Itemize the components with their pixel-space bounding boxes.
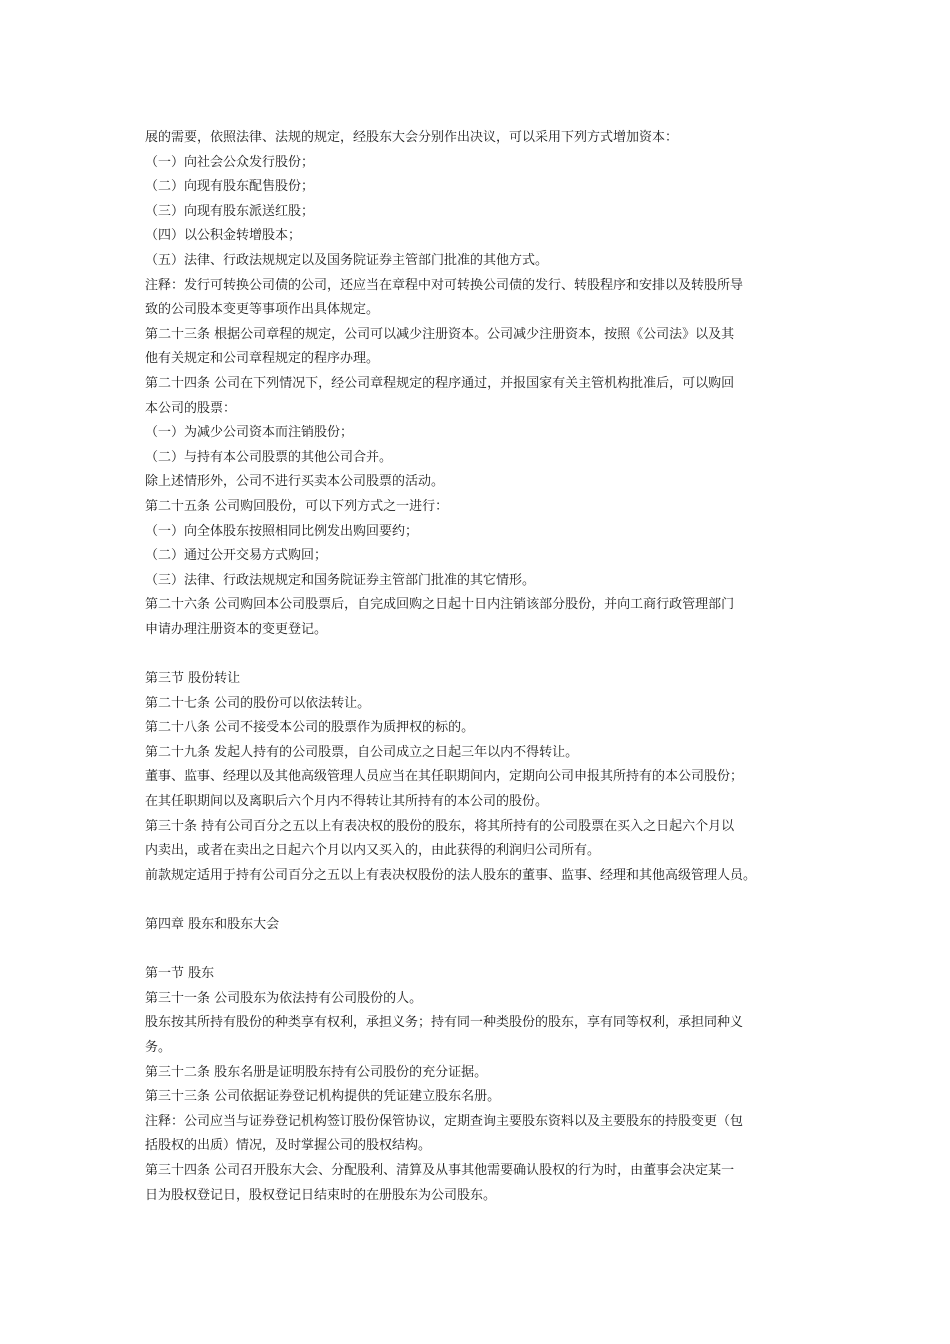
text-line: 第二十七条 公司的股份可以依法转让。 <box>145 695 371 711</box>
text-line: 注释：公司应当与证券登记机构签订股份保管协议，定期查询主要股东资料以及主要股东的持股变更（包 <box>145 1113 744 1129</box>
blank-line <box>145 888 825 913</box>
text-line: （一）向全体股东按照相同比例发出购回要约； <box>145 523 419 539</box>
text-line: 前款规定适用于持有公司百分之五以上有表决权股份的法人股东的董事、监事、经理和其他高级管理人员。 <box>145 867 757 883</box>
text-line: 在其任职期间以及离职后六个月内不得转让其所持有的本公司的股份。 <box>145 794 549 810</box>
text-line: 展的需要，依照法律、法规的规定，经股东大会分别作出决议，可以采用下列方式增加资本： <box>145 130 679 145</box>
text-line: （五）法律、行政法规规定以及国务院证券主管部门批准的其他方式。 <box>145 252 549 268</box>
text-line: 日为股权登记日，股权登记日结束时的在册股东为公司股东。 <box>145 1187 497 1203</box>
text-line: 第三十一条 公司股东为依法持有公司股份的人。 <box>145 990 423 1006</box>
text-line: 第二十八条 公司不接受本公司的股票作为质押权的标的。 <box>145 720 475 736</box>
section-heading: 第三节 股份转让 <box>145 671 241 687</box>
text-line: 第三十四条 公司召开股东大会、分配股利、清算及从事其他需要确认股权的行为时，由董事会决定某一 <box>145 1162 735 1178</box>
text-line: （四）以公积金转增股本； <box>145 228 302 244</box>
text-line: 第二十四条 公司在下列情况下，经公司章程规定的程序通过，并报国家有关主管机构批准后，可以购回 <box>145 375 735 391</box>
text-line: 第二十三条 根据公司章程的规定，公司可以减少注册资本。公司减少注册资本，按照《公司法》以及其 <box>145 326 735 342</box>
text-line: 注释：发行可转换公司债的公司，还应当在章程中对可转换公司债的发行、转股程序和安排以及转股所导 <box>145 277 744 293</box>
text-line: 股东按其所持有股份的种类享有权利，承担义务；持有同一种类股份的股东，享有同等权利，承担同种义 <box>145 1015 744 1031</box>
text-line: 第三十二条 股东名册是证明股东持有公司股份的充分证据。 <box>145 1064 488 1080</box>
text-line: 第三十条 持有公司百分之五以上有表决权的股份的股东，将其所持有的公司股票在买入之日起六个月以 <box>145 818 735 834</box>
text-line: 董事、监事、经理以及其他高级管理人员应当在其任职期间内，定期向公司申报其所持有的本公司股份； <box>145 769 744 785</box>
text-line: 括股权的出质）情况，及时掌握公司的股权结构。 <box>145 1138 432 1154</box>
document-body <box>145 126 825 1208</box>
blank-line <box>145 642 825 667</box>
text-line: 务。 <box>145 1039 172 1055</box>
text-line: 第三十三条 公司依据证券登记机构提供的凭证建立股东名册。 <box>145 1089 501 1105</box>
text-line: （一）为减少公司资本而注销股份； <box>145 425 354 441</box>
blank-line <box>145 938 825 963</box>
text-line: 第二十六条 公司购回本公司股票后，自完成回购之日起十日内注销该部分股份，并向工商行政管理部门 <box>145 597 735 613</box>
text-line: 申请办理注册资本的变更登记。 <box>145 621 328 637</box>
text-line: 第二十九条 发起人持有的公司股票，自公司成立之日起三年以内不得转让。 <box>145 744 579 760</box>
text-line: （二）通过公开交易方式购回； <box>145 548 328 564</box>
text-line: 本公司的股票： <box>145 400 237 416</box>
chapter-heading: 第四章 股东和股东大会 <box>145 917 280 932</box>
text-line: 内卖出，或者在卖出之日起六个月以内又买入的，由此获得的利润归公司所有。 <box>145 843 601 859</box>
text-line: （一）向社会公众发行股份； <box>145 154 315 170</box>
text-line: （二）向现有股东配售股份； <box>145 179 315 195</box>
section-heading: 第一节 股东 <box>145 966 215 982</box>
text-line: 致的公司股本变更等事项作出具体规定。 <box>145 302 380 318</box>
text-line: 第二十五条 公司购回股份，可以下列方式之一进行： <box>145 498 449 514</box>
text-line: 除上述情形外，公司不进行买卖本公司股票的活动。 <box>145 474 445 490</box>
text-line: （三）向现有股东派送红股； <box>145 203 315 219</box>
text-line: （三）法律、行政法规规定和国务院证券主管部门批准的其它情形。 <box>145 572 536 588</box>
text-line: （二）与持有本公司股票的其他公司合并。 <box>145 449 393 465</box>
text-line: 他有关规定和公司章程规定的程序办理。 <box>145 351 380 367</box>
